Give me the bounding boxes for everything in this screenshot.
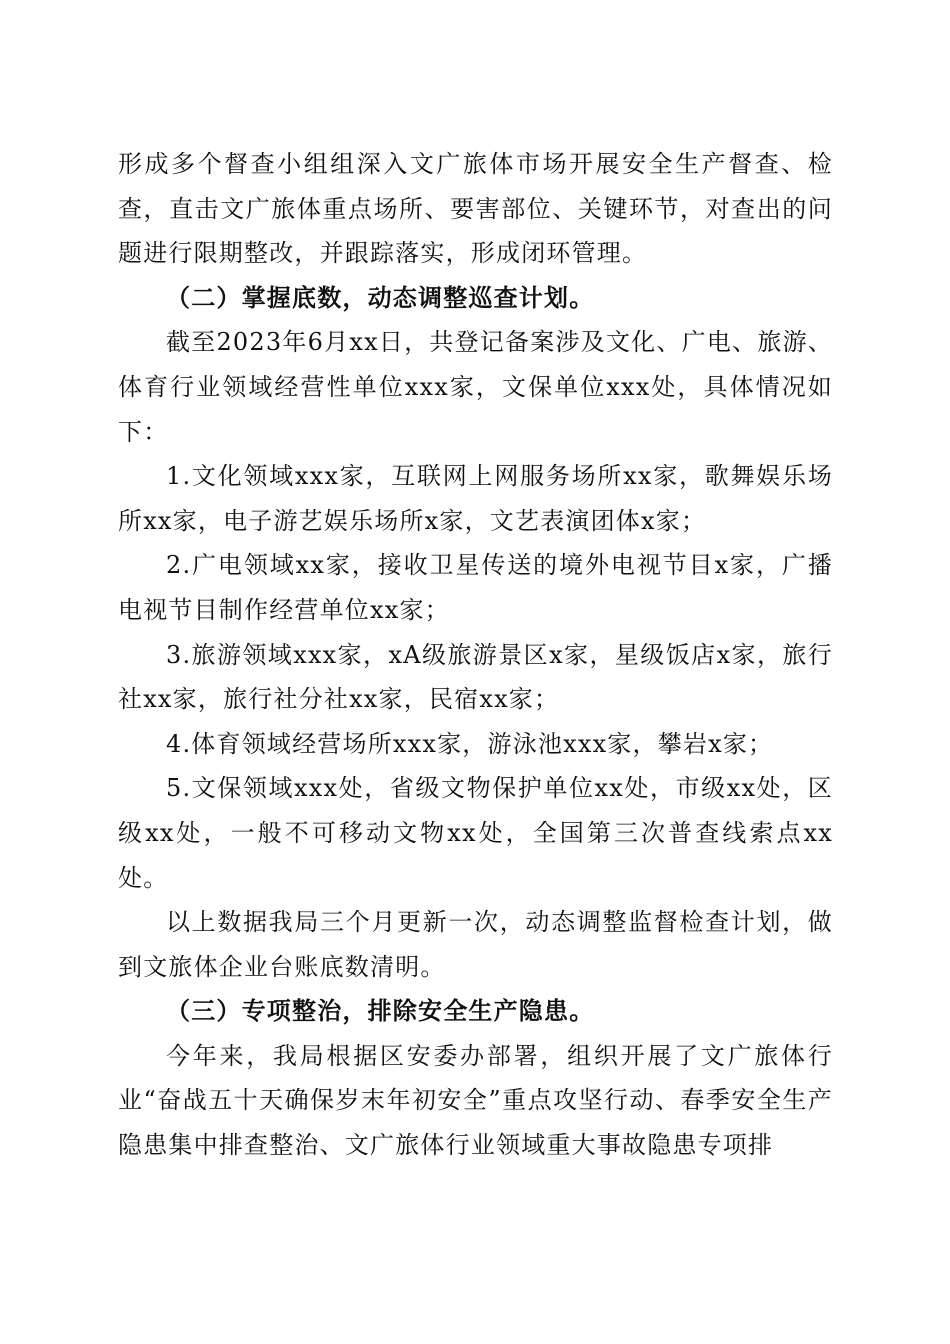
paragraph-special-rectification: 今年来，我局根据区安委办部署，组织开展了文广旅体行业“奋战五十天确保岁末年初安全”重点攻坚行动、春季安全生产隐患集中排查整治、文广旅体行业领域重大事故隐患专项排	[118, 1041, 833, 1160]
list-item-broadcast: 2.广电领域xx家，接收卫星传送的境外电视节目x家，广播电视节目制作经营单位xx家；	[118, 551, 833, 624]
paragraph-continued: 形成多个督查小组组深入文广旅体市场开展安全生产督查、检查，直击文广旅体重点场所、要害部位、关键环节，对查出的问题进行限期整改，并跟踪落实，形成闭环管理。	[118, 150, 833, 268]
document-body	[118, 142, 833, 1168]
list-item-culture: 1.文化领域xxx家，互联网上网服务场所xx家，歌舞娱乐场所xx家，电子游艺娱乐场所x家，文艺表演团体x家；	[118, 462, 833, 535]
list-item-sports: 4.体育领域经营场所xxx家，游泳池xxx家，攀岩x家；	[166, 729, 774, 758]
list-item-tourism: 3.旅游领域xxx家，xA级旅游景区x家，星级饭店x家，旅行社xx家，旅行社分社xx家，民宿xx家；	[118, 640, 833, 714]
list-item-heritage: 5.文保领域xxx处，省级文物保护单位xx处，市级xx处，区级xx处，一般不可移动文物xx处，全国第三次普查线索点xx处。	[118, 774, 833, 892]
paragraph-registration-summary: 截至2023年6月xx日，共登记备案涉及文化、广电、旅游、体育行业领域经营性单位xxx家，文保单位xxx处，具体情况如下：	[118, 328, 833, 446]
paragraph-data-update: 以上数据我局三个月更新一次，动态调整监督检查计划，做到文旅体企业台账底数清明。	[118, 908, 833, 981]
section-heading-3: （三）专项整治，排除安全生产隐患。	[166, 996, 595, 1026]
section-heading-2: （二）掌握底数，动态调整巡查计划。	[166, 282, 595, 312]
